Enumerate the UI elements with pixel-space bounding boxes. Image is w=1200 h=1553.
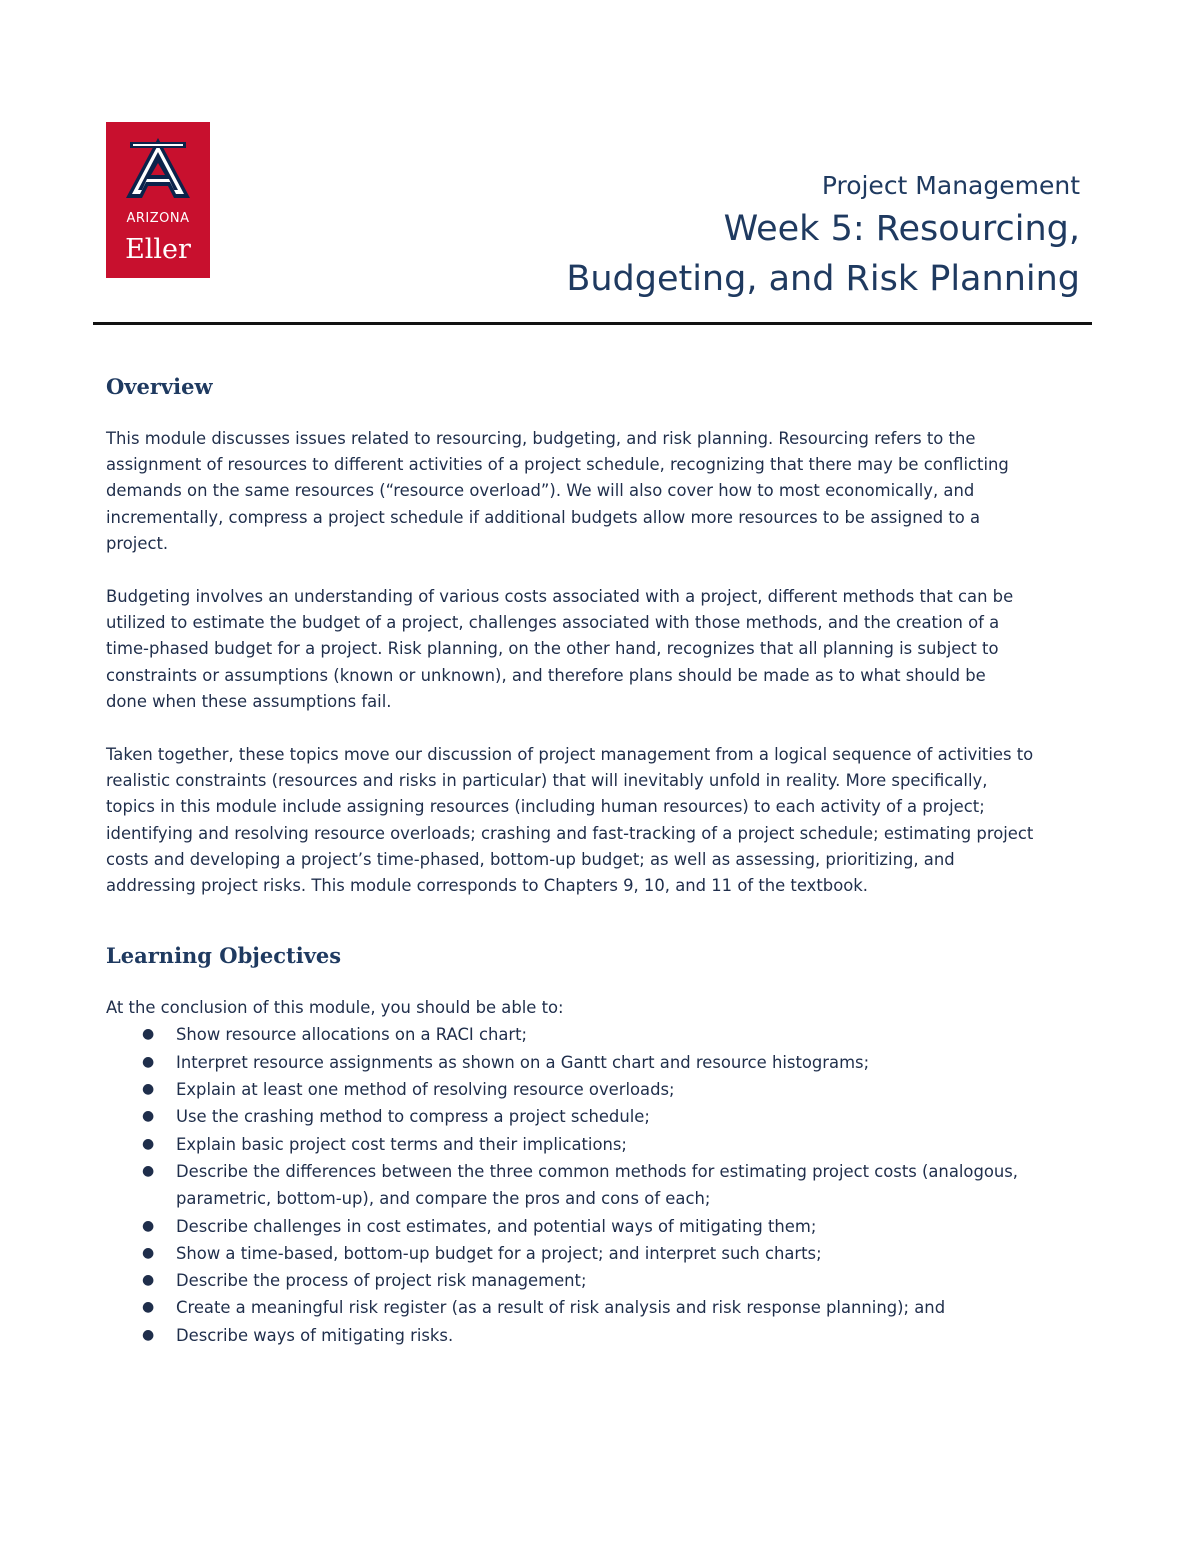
text-line: This module discusses issues related to resourcing, budgeting, and risk planning. Resourcing refers to the	[106, 429, 976, 448]
objective-text: Show resource allocations on a RACI chart;	[176, 1025, 528, 1045]
objective-item	[106, 1294, 1096, 1321]
objective-text: Interpret resource assignments as shown on a Gantt chart and resource histograms;	[176, 1052, 870, 1072]
objective-item	[106, 1103, 1096, 1130]
page-title-line-1: Week 5: Resourcing,	[723, 209, 1080, 249]
bullet-icon: ●	[142, 1053, 155, 1070]
text-line: incrementally, compress a project schedule if additional budgets allow more resources to be assigned to a	[106, 507, 981, 527]
text-line: addressing project risks. This module corresponds to Chapters 9, 10, and 11 of the textbook.	[106, 876, 868, 896]
objective-text: Create a meaningful risk register (as a result of risk analysis and risk response planning); and	[176, 1298, 946, 1318]
arizona-eller-logo-icon	[106, 122, 210, 278]
text-line: done when these assumptions fail.	[106, 691, 392, 711]
objective-item	[106, 1021, 1096, 1048]
objective-item	[106, 1267, 1096, 1294]
overview-paragraph	[106, 584, 1096, 715]
objective-item	[106, 1213, 1096, 1240]
text-line: costs and developing a project’s time-phased, bottom-up budget; as well as assessing, prioritizing, and	[106, 849, 955, 869]
document-body	[106, 370, 1096, 1349]
objective-text: Describe the differences between the three common methods for estimating project costs (analogous,	[176, 1161, 1019, 1181]
objective-text: Explain at least one method of resolving resource overloads;	[176, 1080, 675, 1100]
objective-text: Use the crashing method to compress a project schedule;	[176, 1107, 650, 1127]
objective-item	[106, 1240, 1096, 1267]
text-line: constraints or assumptions (known or unknown), and therefore plans should be made as to what should be	[106, 665, 986, 685]
bullet-icon: ●	[142, 1135, 155, 1152]
objective-text: Explain basic project cost terms and their implications;	[176, 1134, 627, 1154]
text-line: topics in this module include assigning resources (including human resources) to each activity of a project;	[106, 797, 985, 817]
document-header	[566, 168, 1080, 304]
bullet-icon: ●	[142, 1162, 155, 1179]
overview-section	[106, 426, 1096, 899]
overview-heading: Overview	[106, 374, 213, 399]
objective-item	[106, 1158, 1096, 1213]
overview-paragraph	[106, 426, 1096, 557]
bullet-icon: ●	[142, 1108, 155, 1125]
text-line: demands on the same resources (“resource overload”). We will also cover how to most economically, and	[106, 481, 975, 501]
bullet-icon: ●	[142, 1217, 155, 1234]
bullet-icon: ●	[142, 1299, 155, 1316]
objective-text: Describe challenges in cost estimates, and potential ways of mitigating them;	[176, 1216, 817, 1236]
overview-paragraph	[106, 742, 1096, 899]
objectives-intro: At the conclusion of this module, you should be able to:	[106, 998, 564, 1018]
bullet-icon: ●	[142, 1026, 155, 1043]
bullet-icon: ●	[142, 1272, 155, 1289]
text-line: time-phased budget for a project. Risk planning, on the other hand, recognizes that all planning is subject to	[106, 639, 999, 659]
objective-item	[106, 1049, 1096, 1076]
objective-item	[106, 1076, 1096, 1103]
page-title-line-2: Budgeting, and Risk Planning	[566, 259, 1080, 299]
logo-wordmark-top: ARIZONA	[126, 211, 190, 226]
objective-text: parametric, bottom-up), and compare the pros and cons of each;	[176, 1189, 711, 1209]
bullet-icon: ●	[142, 1081, 155, 1098]
header-divider	[93, 322, 1092, 325]
text-line: Budgeting involves an understanding of various costs associated with a project, different methods that can be	[106, 587, 1014, 607]
objectives-list	[106, 1021, 1096, 1349]
logo-wordmark-bottom: Eller	[125, 234, 191, 265]
text-line: project.	[106, 533, 169, 553]
bullet-icon: ●	[142, 1326, 155, 1343]
course-name: Project Management	[821, 171, 1080, 200]
learning-objectives-heading: Learning Objectives	[106, 943, 342, 969]
text-line: assignment of resources to different activities of a project schedule, recognizing that there may be conflicting	[106, 455, 1009, 475]
text-line: utilized to estimate the budget of a project, challenges associated with those methods, and the creation of a	[106, 613, 1000, 633]
objective-text: Describe the process of project risk management;	[176, 1271, 587, 1291]
text-line: identifying and resolving resource overloads; crashing and fast-tracking of a project schedule; estimating project	[106, 823, 1034, 843]
bullet-icon: ●	[142, 1244, 155, 1261]
text-line: Taken together, these topics move our discussion of project management from a logical sequence of activities to	[106, 745, 1034, 765]
text-line: realistic constraints (resources and risks in particular) that will inevitably unfold in reality. More specifically,	[106, 771, 988, 791]
objective-item	[106, 1322, 1096, 1349]
objective-text: Show a time-based, bottom-up budget for a project; and interpret such charts;	[176, 1243, 822, 1263]
objective-text: Describe ways of mitigating risks.	[176, 1325, 454, 1345]
university-logo	[106, 122, 210, 278]
objective-item	[106, 1131, 1096, 1158]
